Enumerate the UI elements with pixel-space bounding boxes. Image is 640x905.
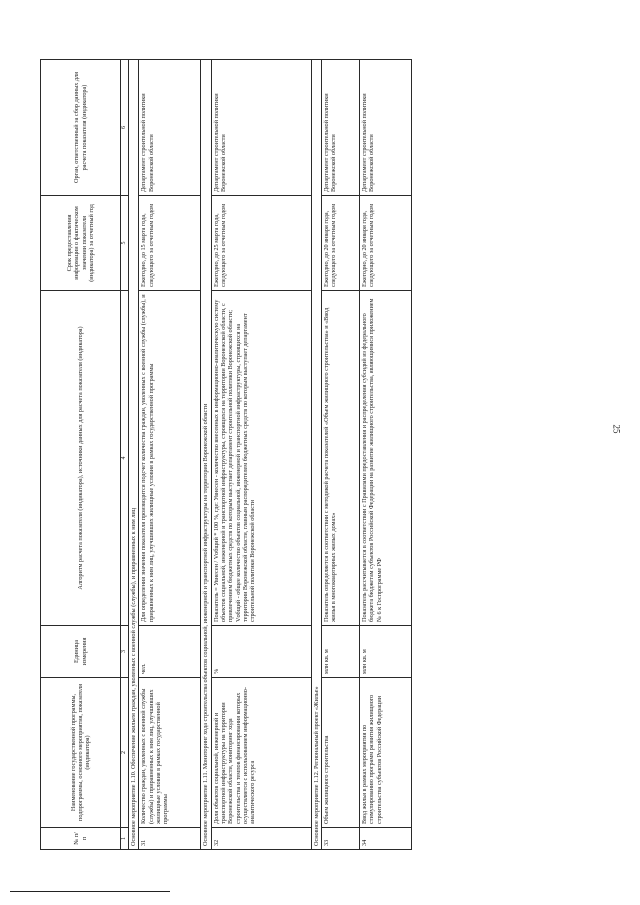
header-num: № п/п: [41, 828, 121, 850]
col-number: 3: [121, 626, 129, 678]
row-number: 31: [139, 828, 201, 850]
row-unit: %: [211, 626, 311, 678]
column-number-row: [121, 60, 129, 850]
row-number: 32: [211, 828, 311, 850]
section-row: [201, 60, 211, 850]
table-row: [211, 60, 311, 850]
page-number: 25: [611, 424, 622, 434]
row-number: 34: [360, 828, 412, 850]
row-deadline: Ежегодно, до 15 марта года, следующего за отчетным годом: [139, 196, 201, 291]
row-organ: Департамент строительной политики Воронежской области: [360, 60, 412, 196]
row-algorithm: Для определения значения показателя производится подсчет количества граждан, уволенных с военной службы (службы), и приравненных к ним лиц, улучшивших жилищные условия в рамках государственной программы: [139, 291, 201, 626]
row-deadline: Ежегодно, до 25 марта года, следующего за отчетным годом: [211, 196, 311, 291]
table-row: [139, 60, 201, 850]
header-unit: Единица измерения: [41, 626, 121, 678]
table-row: [322, 60, 360, 850]
row-name: Объем жилищного строительства: [322, 678, 360, 828]
col-number: 2: [121, 678, 129, 828]
col-number: 5: [121, 196, 129, 291]
row-organ: Департамент строительной политики Воронежской области: [322, 60, 360, 196]
row-algorithm: Показатель рассчитывается в соответствии с Правилами предоставления и распределения субсидий из федерального бюджета бюджетам субъектов Российской Федерации на развитие жилищного строительства, являющимися приложением № 6 к Госпрограмме РФ: [360, 291, 412, 626]
header-algorithm: Алгоритм расчета показателя (индикатора), источники данных для расчета показателя (индикатора): [41, 291, 121, 626]
section-title: Основное мероприятие 1.10. Обеспечение жильем граждан, уволенных с военной службы (службы), и приравненных к ним лиц: [129, 60, 139, 850]
row-algorithm: Показатель определяется в соответствии с методикой расчета показателей «Объем жилищного строительства» и «Ввод жилья в многоквартирных жилых домах»: [322, 291, 360, 626]
col-number: 4: [121, 291, 129, 626]
header-row: [41, 60, 121, 850]
row-name: Количество граждан, уволенных с военной службы (службы) и приравненных к ним лиц, улучшивших жилищные условия в рамках государственной программы: [139, 678, 201, 828]
row-deadline: Ежегодно, до 20 января года, следующего за отчетным годом: [360, 196, 412, 291]
row-algorithm: Показатель = Увнесен / Vобщий * 100 %, где: Увнесен - количество внесенных в информационно-аналитическую систему объектов социальной, инженерной и транспортной инфраструктуры, строящихся на территории Воронежской области, с привлечением бюджетных средств по которым выступает департамент строительной политики Воронежской области; Vобщий - общее количество объектов социальной, инженерной и транспортной инфраструктуры, строящихся на территории Воронежской области, главным распорядителем бюджетных средств по которым выступает департамент строительной политики Воронежской области: [211, 291, 311, 626]
row-name: Доля объектов социальной, инженерной и транспортной инфраструктуры на территории Воронежской области, мониторинг хода строительства и темпов финансирования которых осуществляется с использованием информационно-аналитического ресурса: [211, 678, 311, 828]
section-row: [129, 60, 139, 850]
section-title: Основное мероприятие 1.12. Региональный проект «Жилье»: [311, 60, 321, 850]
section-row: [311, 60, 321, 850]
table-row: [360, 60, 412, 850]
footer-rule: [10, 891, 170, 892]
header-organ: Орган, ответственный за сбор данных для расчета показателя (индикатора): [41, 60, 121, 196]
row-unit: млн кв. м: [360, 626, 412, 678]
row-number: 33: [322, 828, 360, 850]
row-organ: Департамент строительной политики Воронежской области: [211, 60, 311, 196]
row-organ: Департамент строительной политики Воронежской области: [139, 60, 201, 196]
section-title: Основное мероприятие 1.11. Мониторинг хода строительства объектов социальной, инженерной и транспортной инфраструктуры на территории Воронежской области: [201, 60, 211, 850]
row-unit: млн кв. м: [322, 626, 360, 678]
col-number: 1: [121, 828, 129, 850]
row-unit: чел.: [139, 626, 201, 678]
row-deadline: Ежегодно, до 20 января года, следующего за отчетным годом: [322, 196, 360, 291]
header-deadline: Срок предоставления информации о фактическом значении показателя (индикатора) за отчетный год: [41, 196, 121, 291]
rotated-table-wrapper: [40, 60, 600, 850]
indicators-table: [40, 59, 412, 850]
header-name: Наименование государственной программы, подпрограммы, основного мероприятия, показателя (индикатора): [41, 678, 121, 828]
row-name: Ввод жилья в рамках мероприятия по стимулированию программ развития жилищного строительства субъектов Российской Федерации: [360, 678, 412, 828]
col-number: 6: [121, 60, 129, 196]
